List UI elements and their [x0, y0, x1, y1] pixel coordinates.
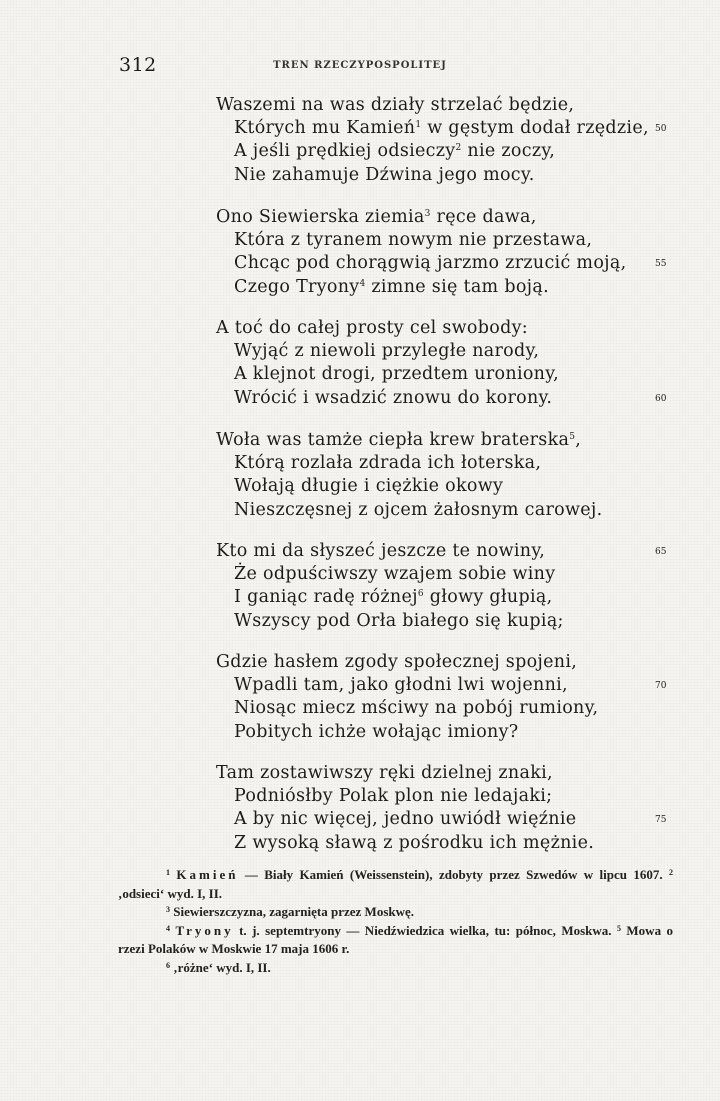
verse-line: [216, 92, 574, 118]
verse-line: [216, 315, 528, 341]
footnote-ref: 2: [455, 143, 462, 154]
footnote-text: Mowa o rzezi Polaków w Moskwie 17 maja 1606 r.: [118, 922, 673, 956]
page-number: 312: [119, 54, 157, 76]
verse-line: [234, 115, 649, 141]
footnote-3: [118, 903, 673, 922]
footnote-ref: 3: [424, 209, 431, 219]
footnote-mark: 1: [166, 868, 170, 877]
footnote-1: [118, 866, 673, 903]
verse-line: [234, 138, 555, 164]
verse-text-cont: głowy głupią,: [423, 587, 553, 608]
verse-text: Wrócić i wsadzić znowu do korony.: [234, 387, 553, 408]
verse-line: [234, 250, 626, 276]
verse-text: Nie zahamuje Dźwina jego mocy.: [234, 164, 535, 185]
verse-line: [234, 806, 576, 832]
verse-line: [234, 584, 552, 610]
verse-text: Że odpuściwszy wzajem sobie winy: [234, 564, 556, 585]
verse-line: [234, 385, 552, 411]
verse-line: [234, 274, 549, 300]
footnotes: [118, 866, 673, 977]
line-number: 70: [655, 681, 667, 692]
verse-text: Chcąc pod chorągwią jarzmo zrzucić moją,: [234, 253, 627, 274]
verse-line: [234, 473, 503, 499]
verse-line: [234, 719, 518, 745]
footnote-mark: 5: [616, 923, 621, 933]
verse-line: [234, 497, 603, 523]
verse-text: Waszemi na was działy strzelać będzie,: [216, 95, 575, 115]
verse-text: Czego Tryony: [234, 276, 360, 297]
verse-line: [234, 162, 535, 188]
footnote-4: [118, 922, 673, 959]
verse-text: Wpadli tam, jako głodni lwi wojenni,: [234, 675, 568, 696]
verse-line: [234, 361, 559, 387]
verse-text: Niosąc miecz mściwy na pobój rumiony,: [234, 698, 599, 719]
running-head: TREN RZECZYPOSPOLITEJ: [273, 60, 447, 71]
footnote-6: [118, 959, 673, 978]
verse-line: [216, 204, 537, 230]
verse-text-cont: nie zoczy,: [461, 141, 556, 162]
footnote-ref: 1: [415, 120, 422, 131]
verse-line: [216, 427, 581, 453]
verse-line: [234, 783, 552, 809]
verse-text: A jeśli prędkiej odsieczy: [234, 141, 456, 162]
verse-line: [234, 608, 564, 634]
footnote-text: Siewierszczyzna, zagarnięta przez Moskwę.: [170, 904, 415, 919]
verse-text-cont: ręce dawa,: [430, 207, 537, 227]
verse-text: I ganiąc radę różnej: [234, 587, 418, 608]
verse-text: Kto mi da słyszeć jeszcze te nowiny,: [216, 541, 546, 561]
verse-text-cont: w gęstym dodał rzędzie,: [421, 118, 649, 139]
verse-text: Pobitych ichże wołając imiony?: [234, 721, 519, 742]
verse-text: Wszyscy pod Orła białego się kupią;: [234, 610, 564, 631]
verse-text-cont: zimne się tam boją.: [365, 276, 549, 297]
footnote-ref: 5: [569, 432, 576, 442]
footnote-text: ‚różne‘ wyd. I, II.: [170, 959, 271, 975]
line-number: 65: [655, 547, 667, 557]
verse-text: Wyjąć z niewoli przyległe narody,: [234, 341, 540, 362]
footnote-term: Tryony: [175, 922, 234, 938]
verse-text: Wołają długie i ciężkie okowy: [234, 476, 504, 497]
verse-line: [234, 672, 568, 698]
verse-text: A klejnot drogi, przedtem uroniony,: [234, 364, 559, 385]
line-number: 60: [655, 393, 667, 404]
verse-line: [234, 561, 555, 587]
footnote-mark: 6: [166, 960, 170, 970]
footnote-ref: 4: [359, 278, 366, 289]
verse-text: Którą rozlała zdrada ich łoterska,: [234, 453, 542, 474]
verse-line: [234, 830, 594, 856]
verse-text: Z wysoką sławą z pośrodku ich mężnie.: [234, 832, 595, 853]
verse-line: [216, 649, 577, 675]
footnote-text: ‚odsieci‘ wyd. I, II.: [118, 885, 223, 901]
verse-text: Nieszczęsnej z ojcem żałosnym carowej.: [234, 499, 603, 520]
footnote-term: Kamień: [176, 867, 239, 882]
verse-text: Podniósłby Polak plon nie ledajaki;: [234, 786, 553, 807]
verse-text: Ono Siewierska ziemia: [216, 207, 425, 227]
verse-text: Woła was tamże ciepła krew braterska: [216, 430, 570, 450]
verse-text: Która z tyranem nowym nie przestawa,: [234, 230, 593, 251]
footnote-ref: 6: [417, 589, 424, 600]
verse-line: [216, 760, 553, 786]
footnote-mark: 2: [669, 868, 674, 877]
verse-text: Gdzie hasłem zgody społecznej spojeni,: [216, 652, 578, 672]
footnote-text: — Biały Kamień (Weissenstein), zdobyty przez Szwedów w lipcu 1607.: [238, 867, 663, 882]
verse-line: [234, 338, 539, 364]
verse-line: [234, 695, 598, 721]
verse-text-cont: ,: [575, 430, 582, 450]
footnote-text: t. j. septemtryony — Niedźwiedzica wielka, tu: północ, Moskwa.: [233, 922, 612, 938]
verse-text: Tam zostawiwszy ręki dzielnej znaki,: [216, 763, 553, 783]
verse-line: [234, 450, 541, 476]
line-number: 55: [655, 259, 667, 270]
footnote-mark: 4: [166, 923, 170, 933]
line-number: 75: [655, 815, 667, 826]
verse-line: [234, 227, 592, 253]
footnote-mark: 3: [166, 905, 170, 914]
verse-text: Których mu Kamień: [234, 118, 416, 139]
verse-line: [216, 538, 545, 564]
verse-text: A by nic więcej, jedno uwiódł więźnie: [234, 809, 577, 830]
line-number: 50: [655, 124, 667, 135]
verse-text: A toć do całej prosty cel swobody:: [216, 318, 528, 338]
